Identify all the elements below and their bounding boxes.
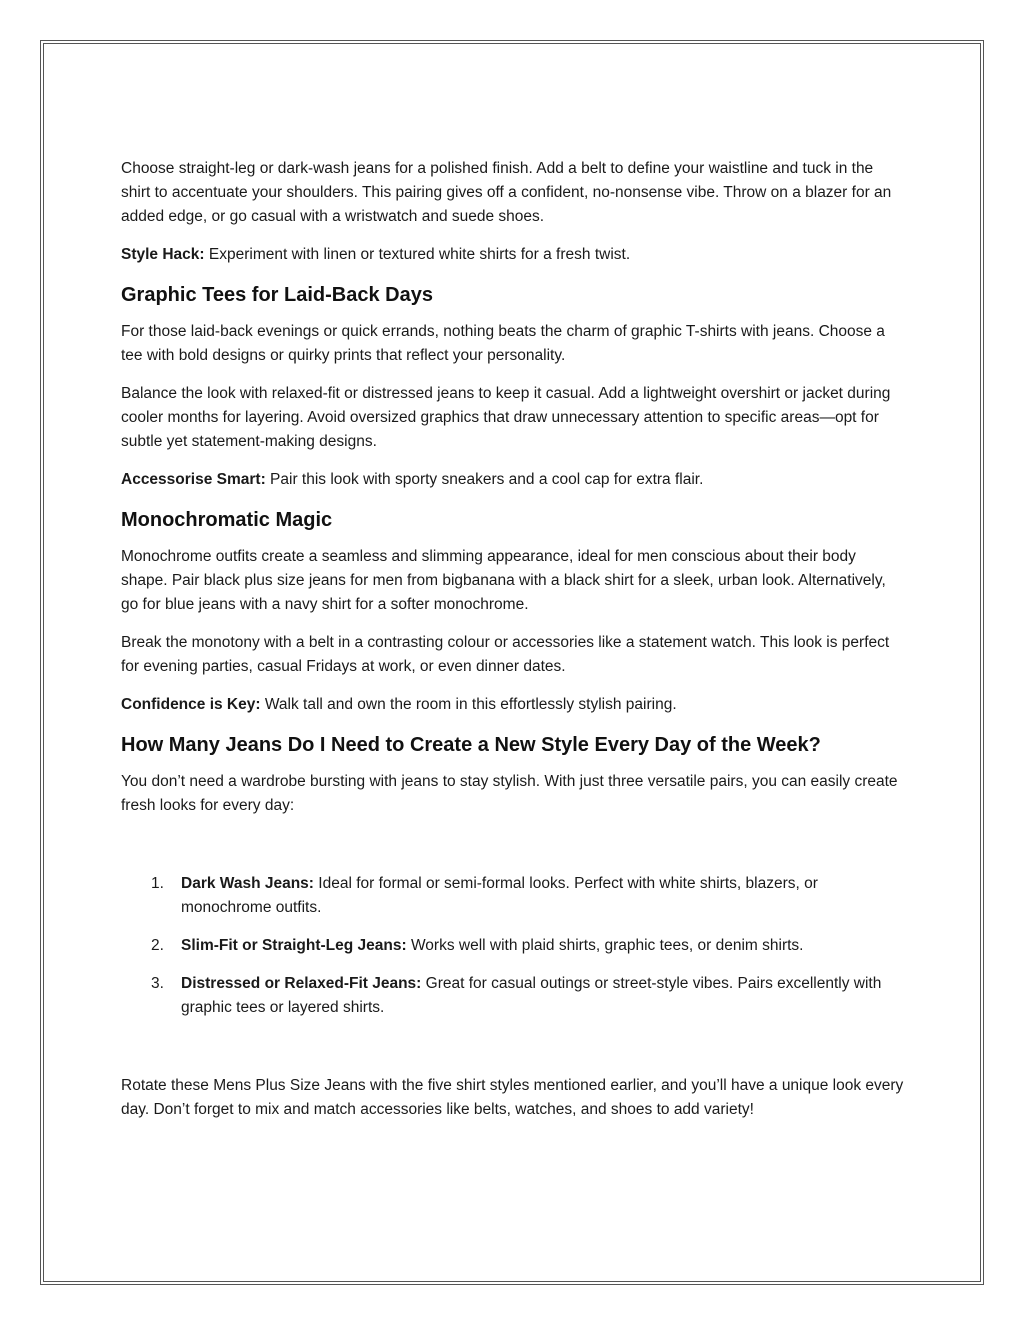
document-body <box>121 157 906 1136</box>
list-item-label: Dark Wash Jeans: <box>181 875 314 892</box>
tip-label: Confidence is Key: <box>121 696 261 713</box>
list-item-label: Slim-Fit or Straight-Leg Jeans: <box>181 937 407 954</box>
section-heading-how-many-jeans: How Many Jeans Do I Need to Create a New Style Every Day of the Week? <box>121 734 821 756</box>
list-item-text: Great for casual outings or street-style vibes. Pairs excellently with graphic tees or layered shirts. <box>181 975 882 1016</box>
list-item <box>121 872 906 920</box>
paragraph: Monochrome outfits create a seamless and slimming appearance, ideal for men conscious about their body shape. Pair black plus size jeans for men from bigbanana with a black shirt for a sleek, urban look. Alternatively, go for blue jeans with a navy shirt for a softer monochrome. <box>121 548 886 613</box>
section-heading-monochromatic: Monochromatic Magic <box>121 509 333 531</box>
list-item <box>121 972 906 1020</box>
paragraph: For those laid-back evenings or quick errands, nothing beats the charm of graphic T-shirts with jeans. Choose a tee with bold designs or quirky prints that reflect your personality. <box>121 323 885 364</box>
spacer <box>121 832 906 872</box>
paragraph: Break the monotony with a belt in a contrasting colour or accessories like a statement watch. This look is perfect for evening parties, casual Fridays at work, or even dinner dates. <box>121 634 890 675</box>
intro-paragraph: Choose straight-leg or dark-wash jeans for a polished finish. Add a belt to define your waistline and tuck in the shirt to accentuate your shoulders. This pairing gives off a confident, no-nonsense vibe. Throw on a blazer for an added edge, or go casual with a wristwatch and suede shoes. <box>121 160 892 225</box>
list-item <box>121 934 906 958</box>
list-item-text: Ideal for formal or semi-formal looks. Perfect with white shirts, blazers, or monochrome outfits. <box>181 875 818 916</box>
section-heading-graphic-tees: Graphic Tees for Laid-Back Days <box>121 284 433 306</box>
tip-label: Accessorise Smart: <box>121 471 266 488</box>
spacer <box>121 1034 906 1074</box>
tip-text: Walk tall and own the room in this effortlessly stylish pairing. <box>260 696 677 713</box>
tip-text: Experiment with linen or textured white shirts for a fresh twist. <box>204 246 631 263</box>
list-number: 3. <box>151 975 164 992</box>
list-item-label: Distressed or Relaxed-Fit Jeans: <box>181 975 422 992</box>
list-item-text: Works well with plaid shirts, graphic tees, or denim shirts. <box>406 937 804 954</box>
list-number: 1. <box>151 875 164 892</box>
style-hack-tip <box>121 243 906 267</box>
accessorise-tip <box>121 468 906 492</box>
paragraph: Balance the look with relaxed-fit or distressed jeans to keep it casual. Add a lightweight overshirt or jacket during cooler months for layering. Avoid oversized graphics that draw unnecessary attention to specific areas—opt for subtle yet statement-making designs. <box>121 385 891 450</box>
tip-text: Pair this look with sporty sneakers and a cool cap for extra flair. <box>265 471 704 488</box>
jeans-list <box>121 872 906 1020</box>
confidence-tip <box>121 693 906 717</box>
list-number: 2. <box>151 937 164 954</box>
paragraph: You don’t need a wardrobe bursting with jeans to stay stylish. With just three versatile pairs, you can easily create fresh looks for every day: <box>121 773 898 814</box>
closing-paragraph: Rotate these Mens Plus Size Jeans with the five shirt styles mentioned earlier, and you’ll have a unique look every day. Don’t forget to mix and match accessories like belts, watches, and shoes to add variety! <box>121 1077 904 1118</box>
tip-label: Style Hack: <box>121 246 205 263</box>
